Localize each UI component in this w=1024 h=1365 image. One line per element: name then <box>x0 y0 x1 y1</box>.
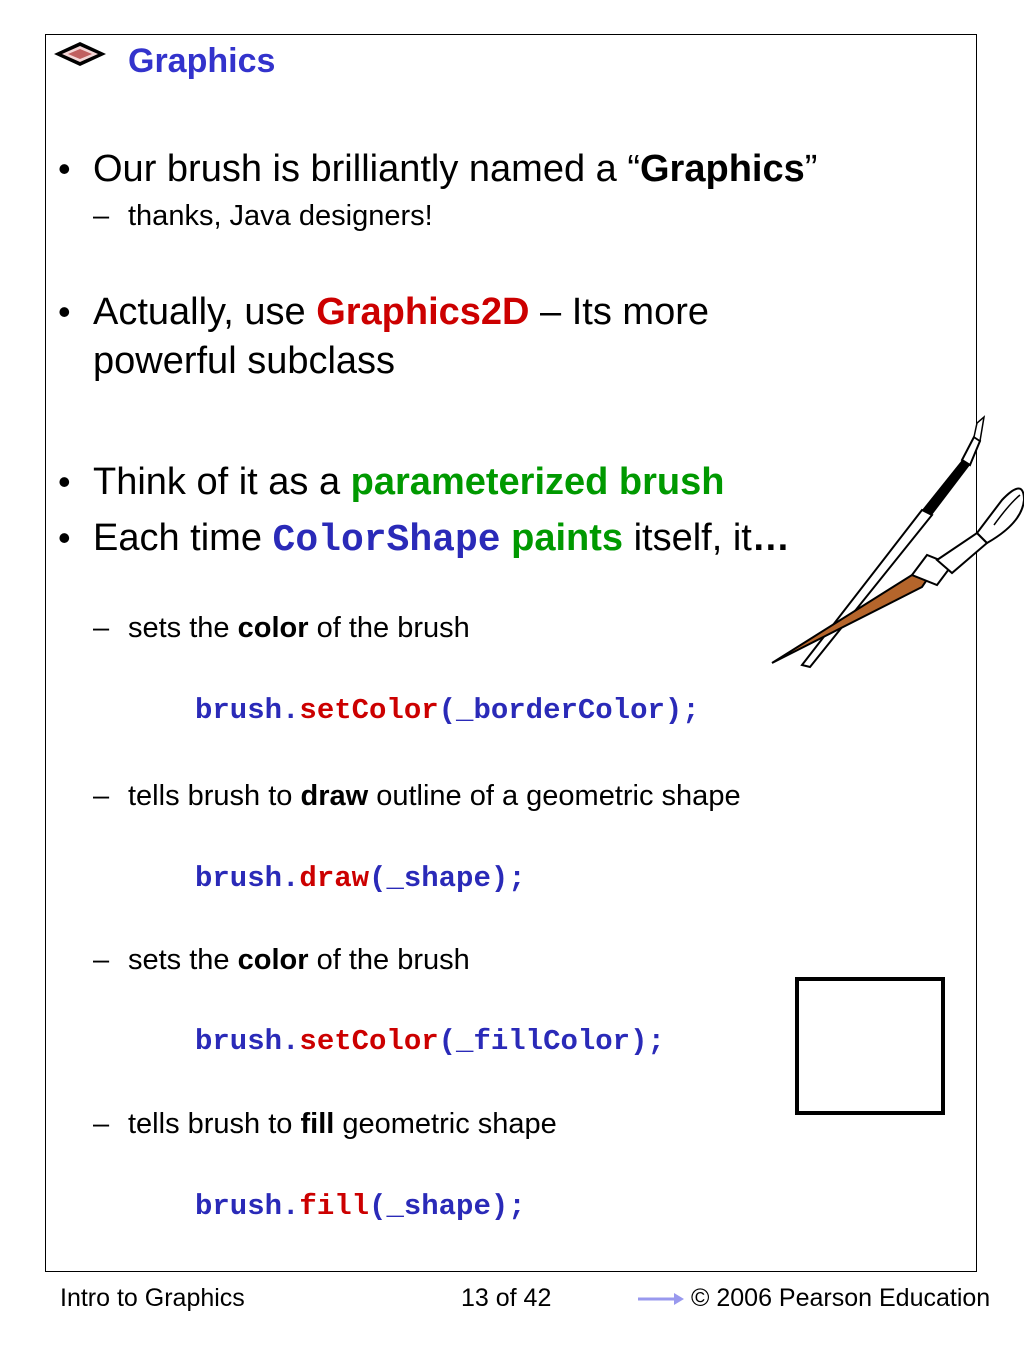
code-line-1: brush.setColor(_borderColor); <box>195 694 700 727</box>
bullet-2-line2: powerful subclass <box>93 340 396 382</box>
paintbrushes-icon <box>762 415 1024 670</box>
arrow-right-icon <box>636 1289 686 1309</box>
bullet-1-sub: thanks, Java designers! <box>128 200 433 232</box>
bullet-dot: • <box>58 148 71 189</box>
footer-copyright: © 2006 Pearson Education <box>691 1284 991 1312</box>
bullet-2: Actually, use Graphics2D – Its more <box>93 291 709 333</box>
step-2-text: tells brush to draw outline of a geometric shape <box>128 780 741 812</box>
slide-title: Graphics <box>128 42 276 80</box>
sub-dash: – <box>93 612 110 644</box>
step-1-text: sets the color of the brush <box>128 612 470 644</box>
diamond-bullet-icon <box>52 40 108 72</box>
sub-dash: – <box>93 200 110 232</box>
sub-dash: – <box>93 780 110 812</box>
step-4-text: tells brush to fill geometric shape <box>128 1108 557 1140</box>
bullet-3: Think of it as a parameterized brush <box>93 461 725 503</box>
bullet-4: Each time ColorShape paints itself, it… <box>93 517 790 562</box>
bullet-dot: • <box>58 291 71 332</box>
sub-dash: – <box>93 944 110 976</box>
code-line-2: brush.draw(_shape); <box>195 862 526 895</box>
footer-course: Intro to Graphics <box>60 1284 245 1312</box>
bullet-dot: • <box>58 461 71 502</box>
footer-page-number: 13 of 42 <box>461 1284 552 1312</box>
outlined-square-shape <box>795 977 945 1115</box>
sub-dash: – <box>93 1108 110 1140</box>
bullet-dot: • <box>58 517 71 558</box>
step-3-text: sets the color of the brush <box>128 944 470 976</box>
code-line-3: brush.setColor(_fillColor); <box>195 1025 665 1058</box>
bullet-1: Our brush is brilliantly named a “Graphics” <box>93 148 818 190</box>
code-line-4: brush.fill(_shape); <box>195 1190 526 1223</box>
